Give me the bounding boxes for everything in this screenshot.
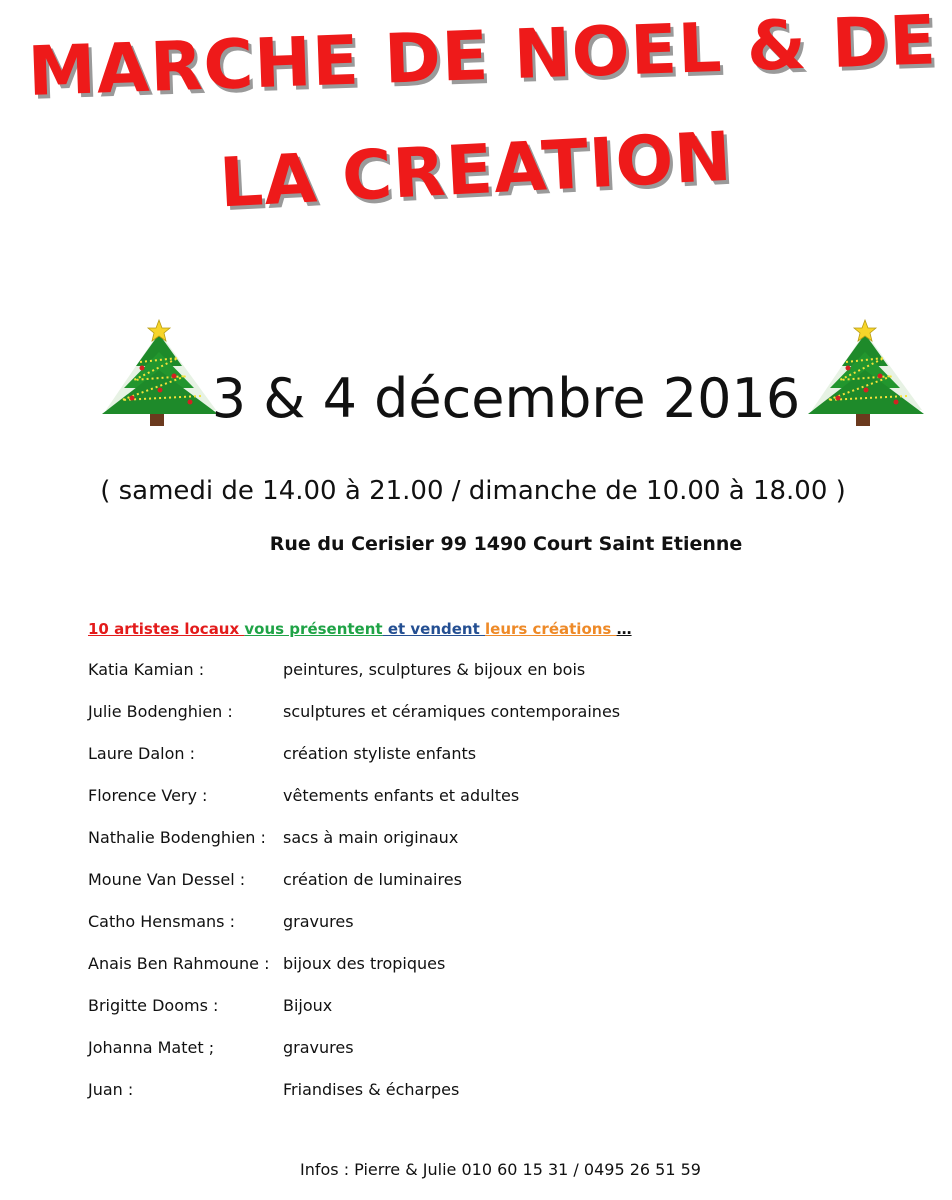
artist-name: Florence Very : [88,786,208,805]
artist-name: Nathalie Bodenghien : [88,828,266,847]
artist-description: création de luminaires [283,870,462,889]
artist-name: Moune Van Dessel : [88,870,246,889]
artist-name: Laure Dalon : [88,744,195,763]
title-line-1: MARCHE DE NOEL & DE [26,1,939,112]
artist-description: sacs à main originaux [283,828,459,847]
event-date: 3 & 4 décembre 2016 [211,367,801,430]
intro-part-5: … [616,620,632,638]
artist-description: Friandises & écharpes [283,1080,460,1099]
artists-intro [88,620,632,638]
opening-hours: ( samedi de 14.00 à 21.00 / dimanche de 10.00 à 18.00 ) [100,476,846,506]
intro-part-2: vous présentent [244,620,383,638]
event-address: Rue du Cerisier 99 1490 Court Saint Etienne [269,533,743,555]
artist-name: Johanna Matet ; [88,1038,215,1057]
artist-name: Julie Bodenghien : [88,702,233,721]
artist-description: vêtements enfants et adultes [283,786,520,805]
artist-name: Juan : [88,1080,134,1099]
contact-info: Infos : Pierre & Julie 010 60 15 31 / 0495 26 51 59 [300,1160,701,1179]
title-line-2: LA CREATION [217,117,735,224]
artist-description: peintures, sculptures & bijoux en bois [283,660,586,679]
artist-name: Anais Ben Rahmoune : [88,954,270,973]
artist-description: gravures [283,1038,354,1057]
artist-description: sculptures et céramiques contemporaines [283,702,621,721]
intro-part-1: 10 artistes locaux [88,620,245,638]
artist-description: création styliste enfants [283,744,477,763]
artist-name: Catho Hensmans : [88,912,235,931]
artist-description: gravures [283,912,354,931]
artist-description: Bijoux [283,996,333,1015]
intro-part-3: et vendent [382,620,485,638]
artist-name: Katia Kamian : [88,660,205,679]
artist-description: bijoux des tropiques [283,954,446,973]
intro-part-4: leurs créations [485,620,617,638]
artist-name: Brigitte Dooms : [88,996,219,1015]
